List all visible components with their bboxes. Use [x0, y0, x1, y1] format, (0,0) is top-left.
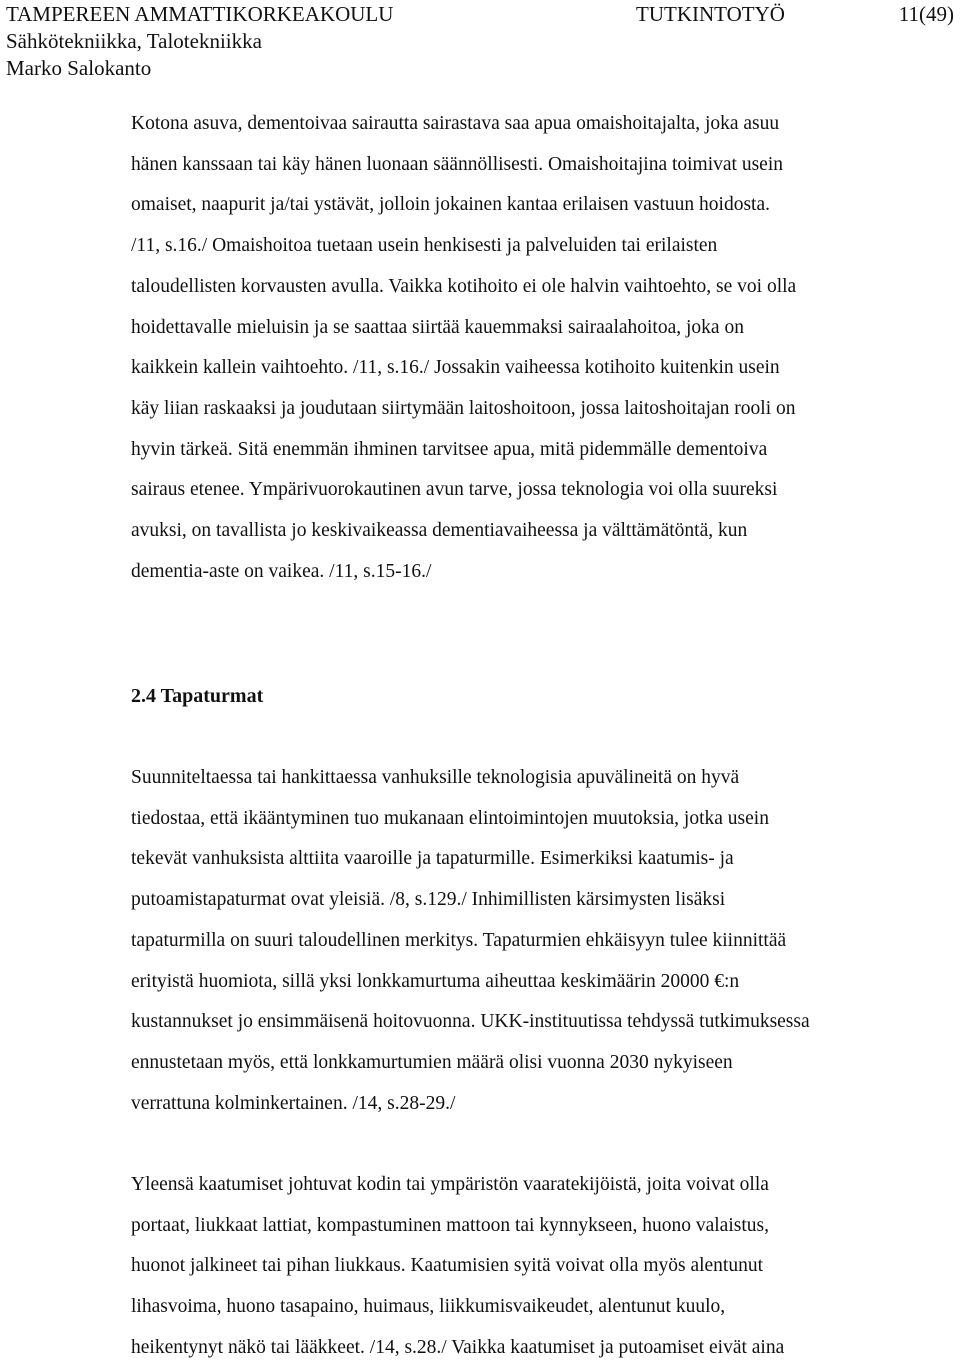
paragraph-technology-aids: Suunniteltaessa tai hankittaessa vanhuksille teknologisia apuvälineitä on hyvä tiedostaa, että ikääntyminen tuo mukanaan elintoimintojen muutoksia, jotka usein tekevät vanhuksista alttiita vaaroille ja tapaturmille. Esimerkiksi kaatumis- ja putoamistapaturmat ovat yleisiä. /8, s.129./ Inhimillisten kärsimysten lisäksi tapaturmilla on suuri taloudellinen merkitys. Tapaturmien ehkäisyyn tulee kiinnittää erityistä huomiota, sillä yksi lonkkamurtuma aiheuttaa keskimäärin 20000 €:n kustannukset jo ensimmäisenä hoitovuonna. UKK-instituutissa tehdyssä tutkimuksessa ennustetaan myös, että lonkkamurtumien määrä olisi vuonna 2030 nykyiseen verrattuna kolminkertainen. /14, s.28-29./: [131, 767, 810, 1114]
document-type: TUTKINTOTYÖ: [636, 2, 785, 26]
header-row-top: [6, 1, 954, 28]
author-name: Marko Salokanto: [6, 56, 152, 80]
page-header: [6, 1, 954, 82]
section-heading: 2.4 Tapaturmat: [131, 685, 264, 707]
paragraph-fall-causes: Yleensä kaatumiset johtuvat kodin tai ympäristön vaaratekijöistä, joita voivat olla portaat, liukkaat lattiat, kompastuminen mattoon tai kynnykseen, huono valaistus, huonot jalkineet tai pihan liukkaus. Kaatumisien syitä voivat olla myös alentunut lihasvoima, huono tasapaino, huimaus, liikkumisvaikeudet, alentunut kuulo, heikentynyt näkö tai lääkkeet. /14, s.28./ Vaikka kaatumiset ja putoamiset eivät aina: [131, 1174, 785, 1358]
department-name: Sähkötekniikka, Talotekniikka: [6, 29, 262, 53]
institution-name: TAMPEREEN AMMATTIKORKEAKOULU: [6, 2, 394, 26]
paragraph-dementia-care: Kotona asuva, dementoivaa sairautta sairastava saa apua omaishoitajalta, joka asuu hänen kanssaan tai käy hänen luonaan säännöllisesti. Omaishoitajina toimivat usein omaiset, naapurit ja/tai ystävät, jolloin jokainen kantaa erilaisen vastuun hoidosta. /11, s.16./ Omaishoitoa tuetaan usein henkisesti ja palveluiden tai erilaisten taloudellisten korvausten avulla. Vaikka kotihoito ei ole halvin vaihtoehto, se voi olla hoidettavalle mieluisin ja se saattaa siirtää kauemmaksi sairaalahoitoa, joka on kaikkein kallein vaihtoehto. /11, s.16./ Jossakin vaiheessa kotihoito kuitenkin usein käy liian raskaaksi ja joudutaan siirtymään laitoshoitoon, jossa laitoshoitajan rooli on hyvin tärkeä. Sitä enemmän ihminen tarvitsee apua, mitä pidemmälle dementoiva sairaus etenee. Ympärivuorokautinen avun tarve, jossa teknologia voi olla suureksi avuksi, on tavallista jo keskivaikeassa dementiavaiheessa ja välttämätöntä, kun dementia-aste on vaikea. /11, s.15-16./: [131, 113, 797, 582]
page-number: 11(49): [898, 2, 954, 26]
